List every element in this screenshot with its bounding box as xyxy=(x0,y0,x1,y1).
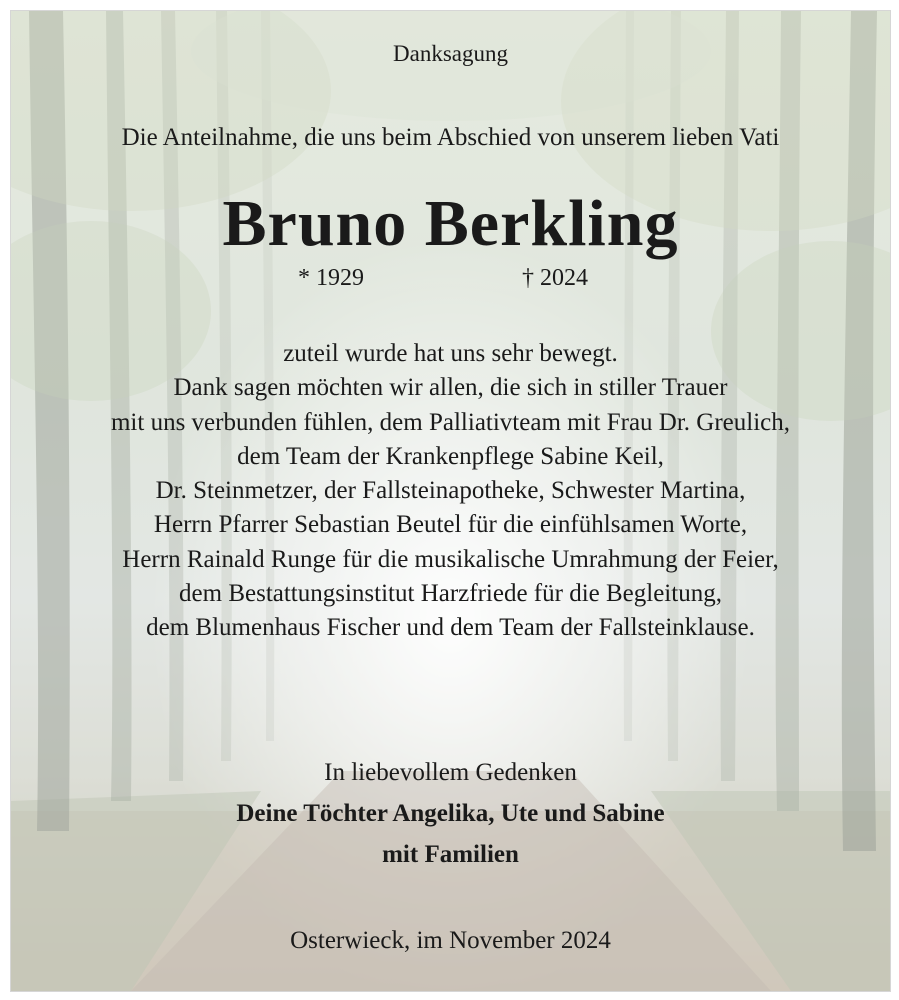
notice-heading: Danksagung xyxy=(393,41,508,66)
body-line: Herrn Pfarrer Sebastian Beutel für die einfühlsamen Worte, xyxy=(153,511,748,539)
body-line: dem Bestattungsinstitut Harzfriede für die Begleitung, xyxy=(179,580,722,608)
closing-text: In liebevollem Gedenken xyxy=(324,759,577,786)
body-line: zuteil wurde hat uns sehr bewegt. xyxy=(283,340,618,367)
body-line: Dr. Steinmetzer, der Fallsteinapotheke, Schwester Martina, xyxy=(155,477,746,505)
intro-text: Die Anteilnahme, die uns beim Abschied von unserem lieben Vati xyxy=(121,124,780,151)
birth-year: * 1929 xyxy=(298,265,364,291)
family-line: Deine Töchter Angelika, Ute und Sabine xyxy=(236,800,665,827)
body-line: dem Blumenhaus Fischer und dem Team der Fallsteinklause. xyxy=(146,614,755,642)
deceased-name: Bruno Berkling xyxy=(222,187,679,260)
body-line: Herrn Rainald Runge für die musikalische Umrahmung der Feier, xyxy=(122,545,779,573)
place-date: Osterwieck, im November 2024 xyxy=(290,927,611,954)
obituary-notice xyxy=(10,10,891,992)
notice-text xyxy=(11,11,890,991)
body-text xyxy=(11,337,890,646)
body-line: dem Team der Krankenpflege Sabine Keil, xyxy=(237,442,664,470)
body-line: Dank sagen möchten wir allen, die sich in stiller Trauer xyxy=(173,374,728,402)
family-line-2: mit Familien xyxy=(382,841,519,868)
body-line: mit uns verbunden fühlen, dem Palliativteam mit Frau Dr. Greulich, xyxy=(110,408,791,436)
death-year: † 2024 xyxy=(522,265,588,291)
